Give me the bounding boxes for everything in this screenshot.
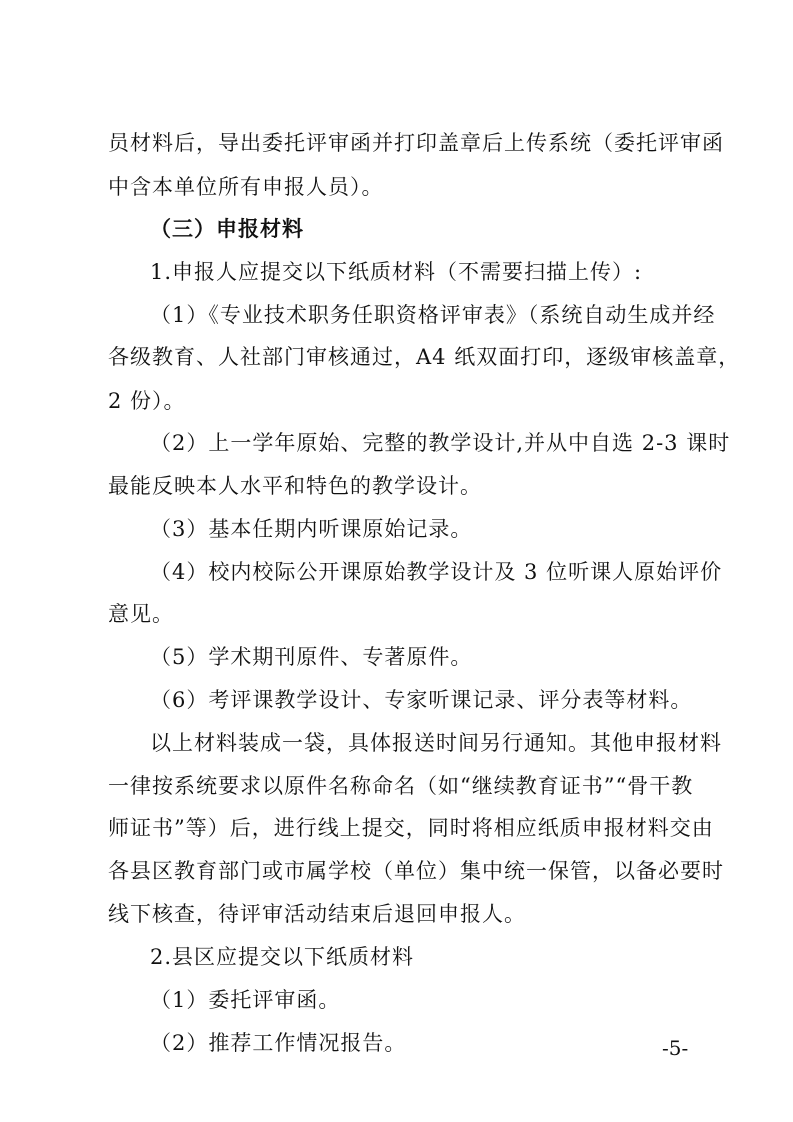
text-line: （6）考评课教学设计、专家听课记录、评分表等材料。 [150, 688, 693, 712]
text-line: 2.县区应提交以下纸质材料 [150, 945, 415, 969]
text-line: （4）校内校际公开课原始教学设计及 3 位听课人原始评价 [150, 560, 723, 584]
text-line: 师证书”等）后，进行线上提交，同时将相应纸质申报材料交由 [108, 816, 714, 840]
text-line: 以上材料装成一袋，具体报送时间另行通知。其他申报材料 [150, 731, 722, 755]
text-line: 中含本单位所有申报人员）。 [108, 175, 384, 199]
text-line: （2）上一学年原始、完整的教学设计,并从中自选 2-3 课时 [150, 431, 731, 455]
text-line: 1.申报人应提交以下纸质材料（不需要扫描上传）: [150, 260, 643, 284]
text-line: 意见。 [108, 602, 174, 626]
text-line: 2 份）。 [108, 389, 186, 413]
text-line: （3）基本任期内听课原始记录。 [150, 517, 473, 541]
text-line: 员材料后，导出委托评审函并打印盖章后上传系统（委托评审函 [108, 131, 724, 155]
text-line: （1）委托评审函。 [150, 988, 341, 1012]
text-line: 线下核查，待评审活动结束后退回申报人。 [108, 902, 526, 926]
text-line: 一律按系统要求以原件名称命名（如“继续教育证书”“骨干教 [108, 774, 694, 798]
text-line: （1）《专业技术职务任职资格评审表》（系统自动生成并经 [150, 303, 716, 327]
page-number: -5- [662, 1036, 689, 1060]
text-line: 各县区教育部门或市属学校（单位）集中统一保管，以备必要时 [108, 859, 724, 883]
text-line: 最能反映本人水平和特色的教学设计。 [108, 474, 482, 498]
text-line: 各级教育、人社部门审核通过，A4 纸双面打印，逐级审核盖章， [108, 345, 741, 369]
text-line: （2）推荐工作情况报告。 [150, 1031, 407, 1055]
section-heading: （三）申报材料 [150, 217, 304, 241]
text-line: （5）学术期刊原件、专著原件。 [150, 645, 473, 669]
